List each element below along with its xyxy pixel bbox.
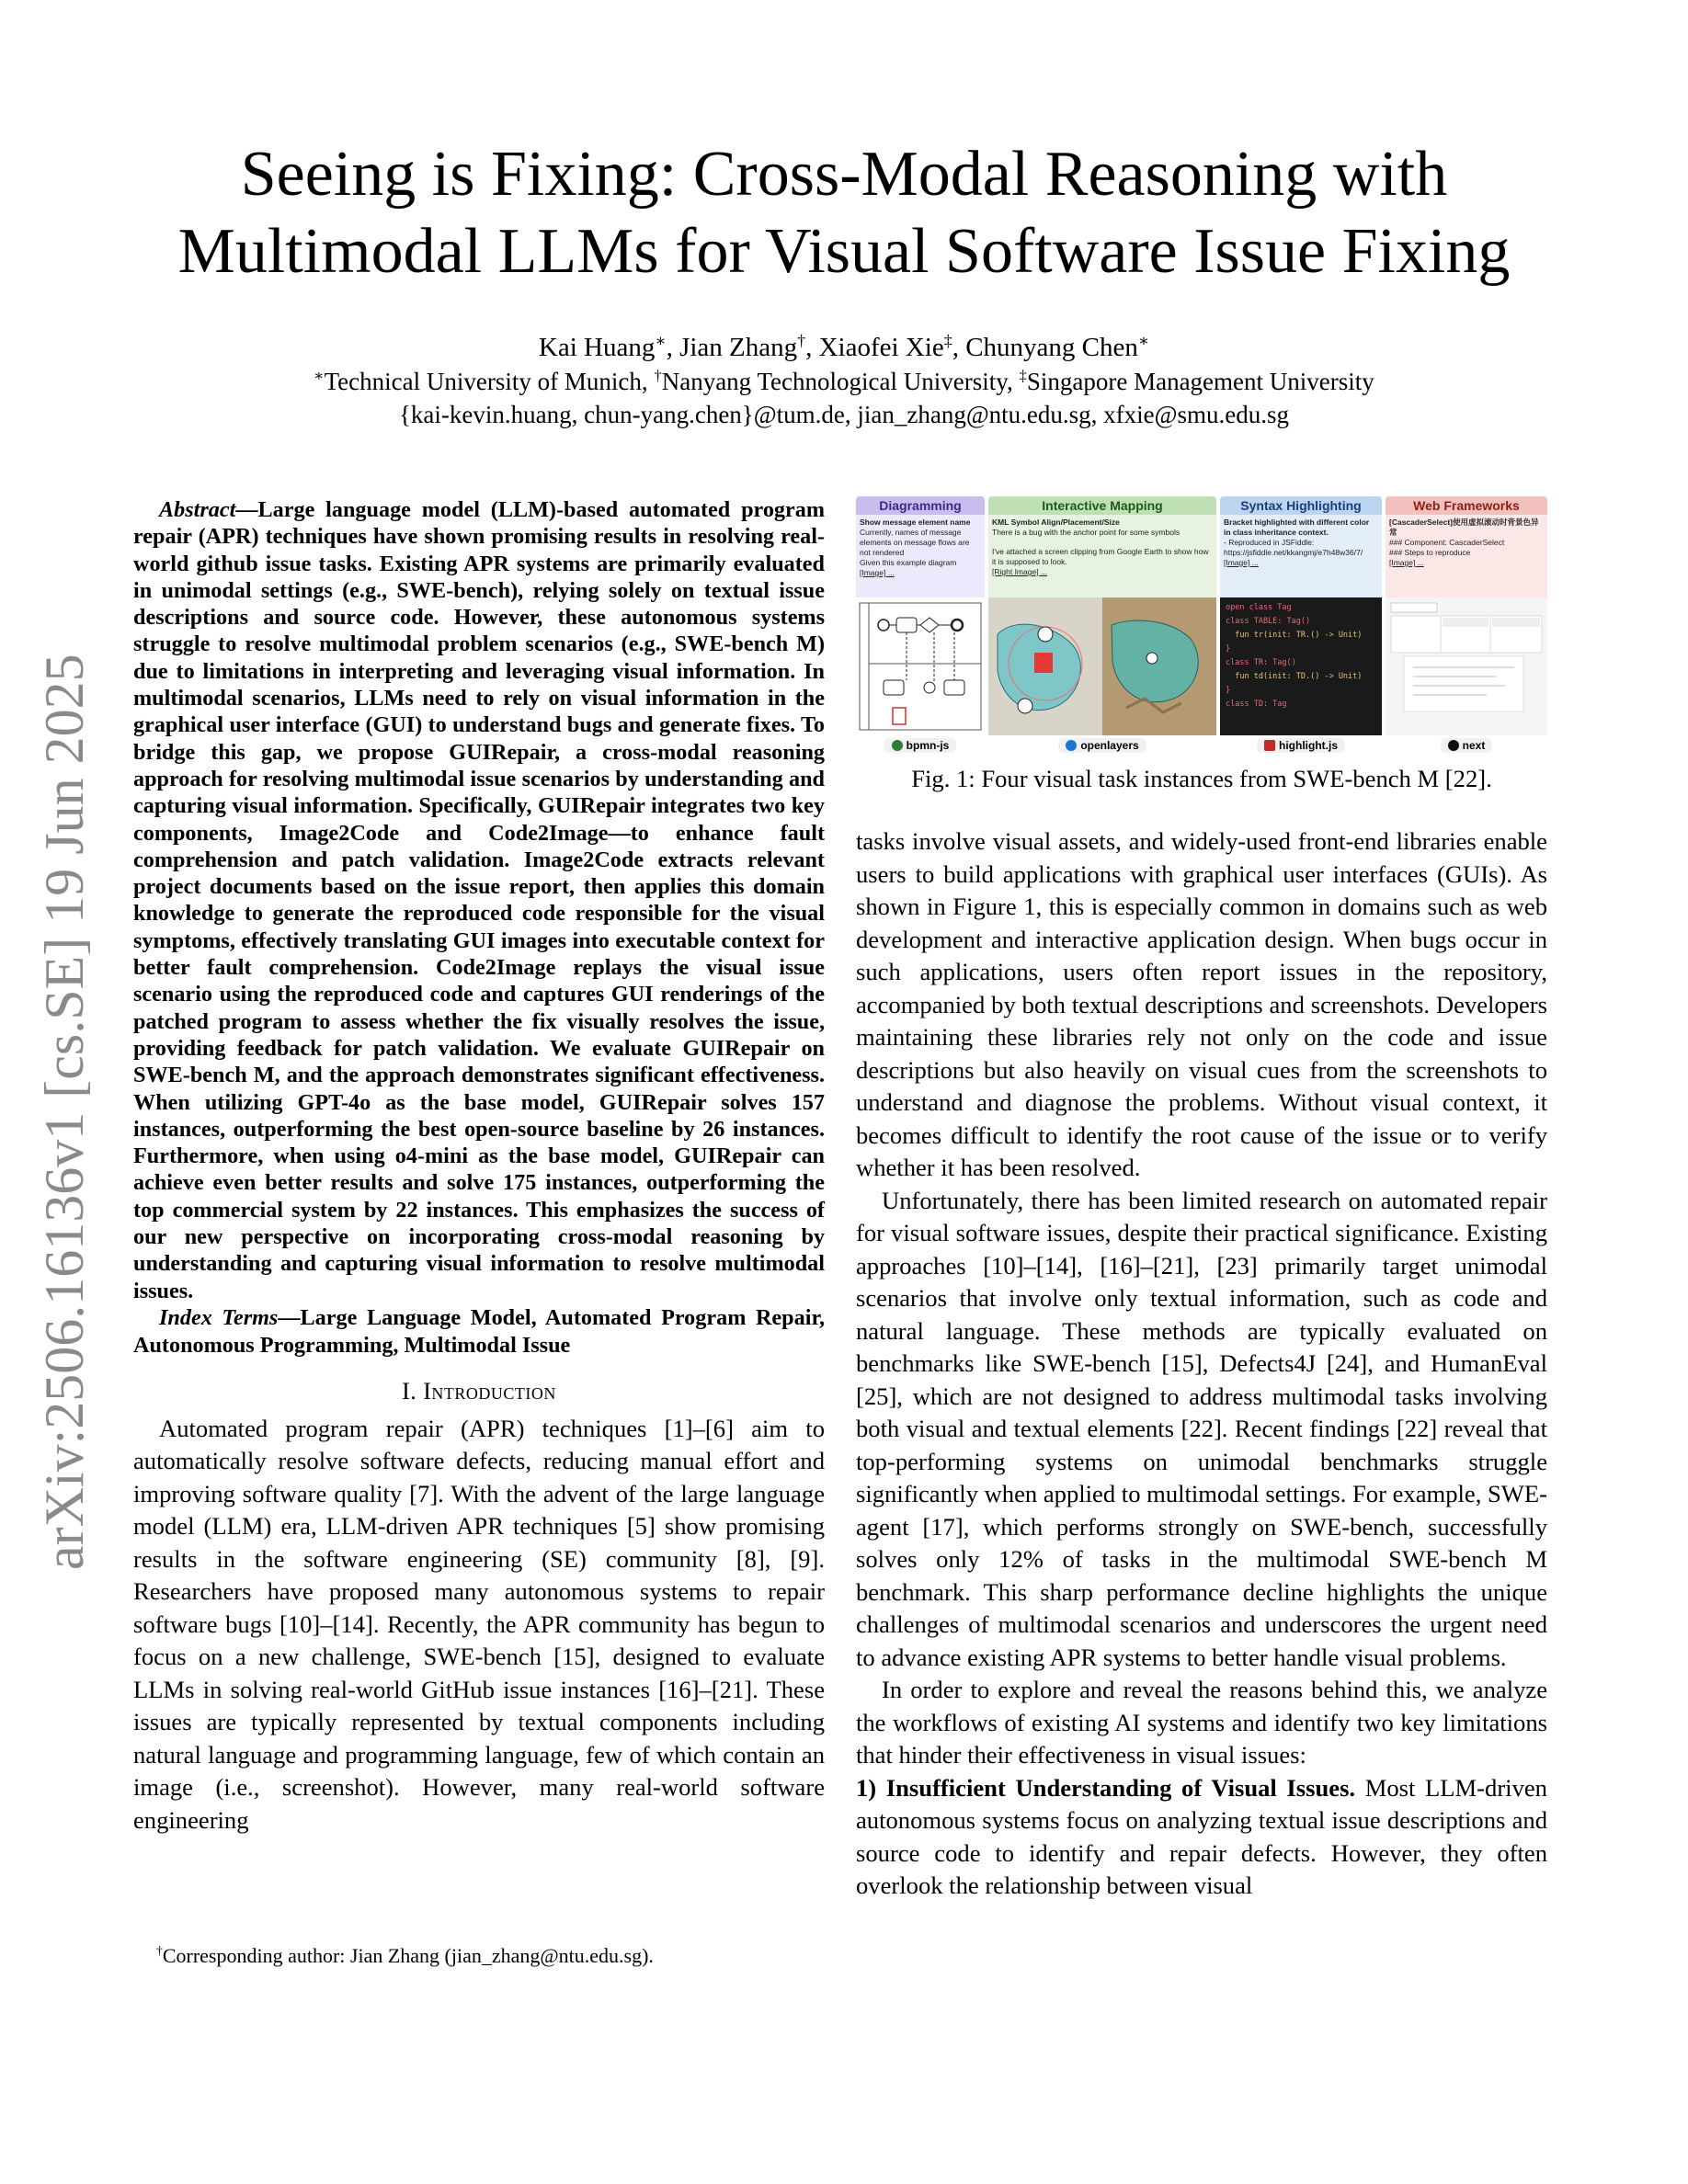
limitation-1-label: 1) Insufficient Understanding of Visual Issues. <box>856 1773 1356 1802</box>
panel-library-footer <box>988 735 1216 756</box>
section-number: I. <box>402 1377 424 1405</box>
intro-paragraph-2: tasks involve visual assets, and widely-used front-end libraries enable users to build applications with graphical user interfaces (GUIs). As shown in Figure 1, this is especially common in domains such as web development and interactive application design. When bugs occur in such applications, users often report issues in the repository, accompanied by both textual descriptions and screenshots. Developers maintaining these libraries rely not only on the code and issue descriptions but also heavily on visual cues from the screenshots to understand and diagnose the problems. Without visual context, it becomes difficult to identify the root cause of the issue or to verify whether it has been resolved. <box>856 827 1547 1181</box>
panel-tag: Syntax Highlighting <box>1220 496 1382 515</box>
library-name: next <box>1462 739 1486 752</box>
paper-title <box>0 136 1688 290</box>
bpmn-diagram-image <box>856 597 985 735</box>
code-line: class TD: Tag <box>1226 700 1287 709</box>
library-badge <box>1257 738 1345 753</box>
figure-panel-interactive-mapping <box>988 496 1216 756</box>
library-badge <box>1441 738 1493 753</box>
author-emails: {kai-kevin.huang, chun-yang.chen}@tum.de, jian_zhang@ntu.edu.sg, xfxie@smu.edu.sg <box>398 401 1290 428</box>
code-line: } <box>1226 644 1231 654</box>
panel-issue-line: ### Steps to reproduce <box>1389 548 1471 557</box>
code-line: class TABLE: Tag() <box>1226 617 1311 626</box>
code-line: fun td(init: TD.() -> Unit) <box>1226 672 1363 681</box>
index-terms-text: —Large Language Model, Automated Program Repair, Autonomous Programming, Multimodal Issue <box>133 1304 825 1358</box>
limitation-1 <box>856 1772 1547 1903</box>
abstract-label: Abstract <box>159 497 236 522</box>
panel-issue-text <box>988 515 1216 605</box>
code-line: class TR: Tag() <box>1226 658 1296 667</box>
library-badge <box>1058 738 1146 753</box>
index-terms <box>133 1304 825 1359</box>
library-logo-icon <box>1066 740 1077 751</box>
panel-tag: Diagramming <box>856 496 985 515</box>
map-screenshots-svg <box>988 597 1216 735</box>
footnote-mark: † <box>156 1943 163 1958</box>
cascader-ui-screenshot <box>1386 597 1547 735</box>
affil-3: Singapore Management University <box>1026 368 1374 395</box>
author-2: Jian Zhang <box>679 333 798 362</box>
limitation-1-text: Most LLM-driven autonomous systems focus on analyzing textual issue descriptions and source code to identify and repair defects. However, they often overlook the relationship between visual <box>856 1773 1547 1899</box>
map-screenshots-image <box>988 597 1216 735</box>
footnote <box>156 1943 818 1969</box>
author-1-mark: ∗ <box>655 331 667 350</box>
panel-image-link: [Image] ... <box>860 568 895 577</box>
library-badge <box>884 738 957 753</box>
section-title: Introduction <box>423 1377 556 1405</box>
author-3-mark: ‡ <box>943 331 952 350</box>
author-3: Xiaofei Xie <box>818 333 944 362</box>
author-list: Kai Huang∗, Jian Zhang†, Xiaofei Xie‡, Chunyang Chen∗ <box>538 331 1150 362</box>
panel-library-footer <box>856 735 985 756</box>
affil-1-mark: ∗ <box>314 367 325 384</box>
code-line: } <box>1226 686 1231 695</box>
code-line: open class Tag <box>1226 603 1292 612</box>
panel-issue-line: There is a bug with the anchor point for some symbols <box>992 528 1180 537</box>
figure-panel-diagramming <box>856 496 985 756</box>
panel-issue-title: Bracket highlighted with different color in class inheritance context. <box>1224 518 1370 537</box>
panel-image-link: [Image] ... <box>1389 558 1424 567</box>
panel-issue-text <box>1220 515 1382 605</box>
panel-issue-line: Currently, names of message elements on message flows are not rendered <box>860 528 970 557</box>
figure-panel-web-frameworks <box>1386 496 1547 756</box>
panel-issue-line: I've attached a screen clipping from Google Earth to show how it is supposed to look. <box>992 547 1209 566</box>
intro-paragraph-1: Automated program repair (APR) techniques [1]–[6] aim to automatically resolve software defects, reducing manual effort and improving software quality [7]. With the advent of the large language model (LLM) era, LLM-driven APR techniques [5] show promising results in the software engineering (SE) community [8], [9]. Researchers have proposed many autonomous systems to repair software bugs [10]–[14]. Recently, the APR community has begun to focus on a new challenge, SWE-bench [15], designed to evaluate LLMs in solving real-world GitHub issue instances [16]–[21]. These issues are typically represented by textual components including natural language and programming language, few of which contain an image (i.e., screenshot). However, many real-world software engineering <box>133 1414 825 1834</box>
code-screenshot <box>1220 597 1382 735</box>
panel-issue-text <box>1386 515 1547 605</box>
panel-issue-title: [CascaderSelect]使用虚拟滚动时背景色异常 <box>1389 518 1539 537</box>
title-line-1: Seeing is Fixing: Cross-Modal Reasoning with <box>240 139 1448 210</box>
section-heading-introduction <box>133 1376 825 1407</box>
intro-paragraph-4: In order to explore and reveal the reasons behind this, we analyze the workflows of existing AI systems and identify two key limitations that hinder their effectiveness in visual issues: <box>856 1676 1547 1769</box>
author-2-mark: † <box>797 331 806 350</box>
panel-issue-line: Given this example diagram <box>860 558 957 567</box>
author-1: Kai Huang <box>538 333 656 362</box>
arxiv-stamp: arXiv:2506.16136v1 [cs.SE] 19 Jun 2025 <box>34 654 95 1570</box>
panel-tag: Interactive Mapping <box>988 496 1216 515</box>
library-name: openlayers <box>1080 739 1139 752</box>
panel-issue-title: KML Symbol Align/Placement/Size <box>992 518 1120 527</box>
panel-image-link: [Image] ... <box>1224 558 1259 567</box>
panel-issue-line: ### Component: CascaderSelect <box>1389 538 1505 547</box>
library-name: bpmn-js <box>906 739 950 752</box>
abstract <box>133 496 825 1304</box>
affil-2-mark: † <box>654 367 662 384</box>
right-column <box>856 825 1547 1903</box>
library-name: highlight.js <box>1279 739 1338 752</box>
intro-paragraph-3: Unfortunately, there has been limited research on automated repair for visual software issues, despite their practical significance. Existing approaches [10]–[14], [16]–[21], [23] primarily target unimodal scenarios that involve only textual information, such as code and natural language. These methods are typically evaluated on benchmarks like SWE-bench [15], Defects4J [24], and HumanEval [25], which are not designed to address multimodal tasks involving both visual and textual elements [22]. Recent findings [22] reveal that top-performing systems on unimodal benchmarks struggle significantly when applied to multimodal settings. For example, SWE-agent [17], which performs strongly on SWE-bench, successfully solves only 12% of tasks in the multimodal SWE-bench M benchmark. This sharp performance decline highlights the unique challenges of multimodal scenarios and underscores the urgent need to advance existing APR systems to better handle visual problems. <box>856 1186 1547 1671</box>
figure-panel-syntax-highlighting <box>1220 496 1382 756</box>
library-logo-icon <box>1264 740 1275 751</box>
panel-tag: Web Frameworks <box>1386 496 1547 515</box>
panel-image-link: [Right Image] ... <box>992 567 1047 576</box>
footnote-text: Corresponding author: Jian Zhang (jian_zhang@ntu.edu.sg). <box>162 1944 654 1967</box>
title-line-2: Multimodal LLMs for Visual Software Issue Fixing <box>177 216 1511 287</box>
library-logo-icon <box>892 740 903 751</box>
panel-issue-text <box>856 515 985 605</box>
figure-1 <box>856 496 1547 756</box>
affil-1: Technical University of Munich, <box>324 368 655 395</box>
panel-issue-title: Show message element name <box>860 518 971 527</box>
author-4-mark: ∗ <box>1137 331 1150 350</box>
left-column <box>133 496 825 1837</box>
panel-library-footer <box>1386 735 1547 756</box>
panel-issue-line: - Reproduced in JSFiddle: https://jsfiddle.net/kkangmj/e7h48w36/7/ <box>1224 538 1363 557</box>
code-line: fun tr(init: TR.() -> Unit) <box>1226 631 1363 640</box>
affil-2: Nanyang Technological University, <box>661 368 1020 395</box>
cascader-ui-svg <box>1386 597 1547 735</box>
affiliations <box>0 366 1688 397</box>
index-terms-label: Index Terms <box>159 1304 279 1330</box>
library-logo-icon <box>1448 740 1459 751</box>
bpmn-diagram-svg <box>856 597 985 735</box>
abstract-text: —Large language model (LLM)-based automated program repair (APR) techniques have shown promising results in resolving real-world github issue tasks. Existing APR systems are primarily evaluated in unimodal settings (e.g., SWE-bench), relying solely on textual issue descriptions and source code. However, these autonomous systems struggle to resolve multimodal problem scenarios (e.g., SWE-bench M) due to limitations in interpreting and leveraging visual information. In multimodal scenarios, LLMs need to rely on visual information in the graphical user interface (GUI) to understand bugs and generate fixes. To bridge this gap, we propose GUIRepair, a cross-modal reasoning approach for resolving multimodal issue scenarios by understanding and capturing visual information. Specifically, GUIRepair integrates two key components, Image2Code and Code2Image—to enhance fault comprehension and patch validation. Image2Code extracts relevant project documents based on the issue report, then applies this domain knowledge to generate the reproduced code responsible for the visual symptoms, effectively translating GUI images into executable context for better fault comprehension. Code2Image replays the visual issue scenario using the reproduced code and captures GUI renderings of the patched program to assess whether the fix visually resolves the issue, providing feedback for patch validation. We evaluate GUIRepair on SWE-bench M, and the approach demonstrates significant effectiveness. When utilizing GPT-4o as the base model, GUIRepair solves 157 instances, outperforming the best open-source baseline by 26 instances. Furthermore, when using o4-mini as the base model, GUIRepair can achieve even better results and solve 175 instances, outperforming the top commercial system by 22 instances. This emphasizes the success of our new perspective on incorporating cross-modal reasoning by understanding and capturing visual information to resolve multimodal issues. <box>133 497 825 1303</box>
author-4: Chunyang Chen <box>965 333 1138 362</box>
panel-library-footer <box>1220 735 1382 756</box>
affil-3-mark: ‡ <box>1019 367 1027 384</box>
figure-caption: Fig. 1: Four visual task instances from SWE-bench M [22]. <box>911 765 1492 792</box>
